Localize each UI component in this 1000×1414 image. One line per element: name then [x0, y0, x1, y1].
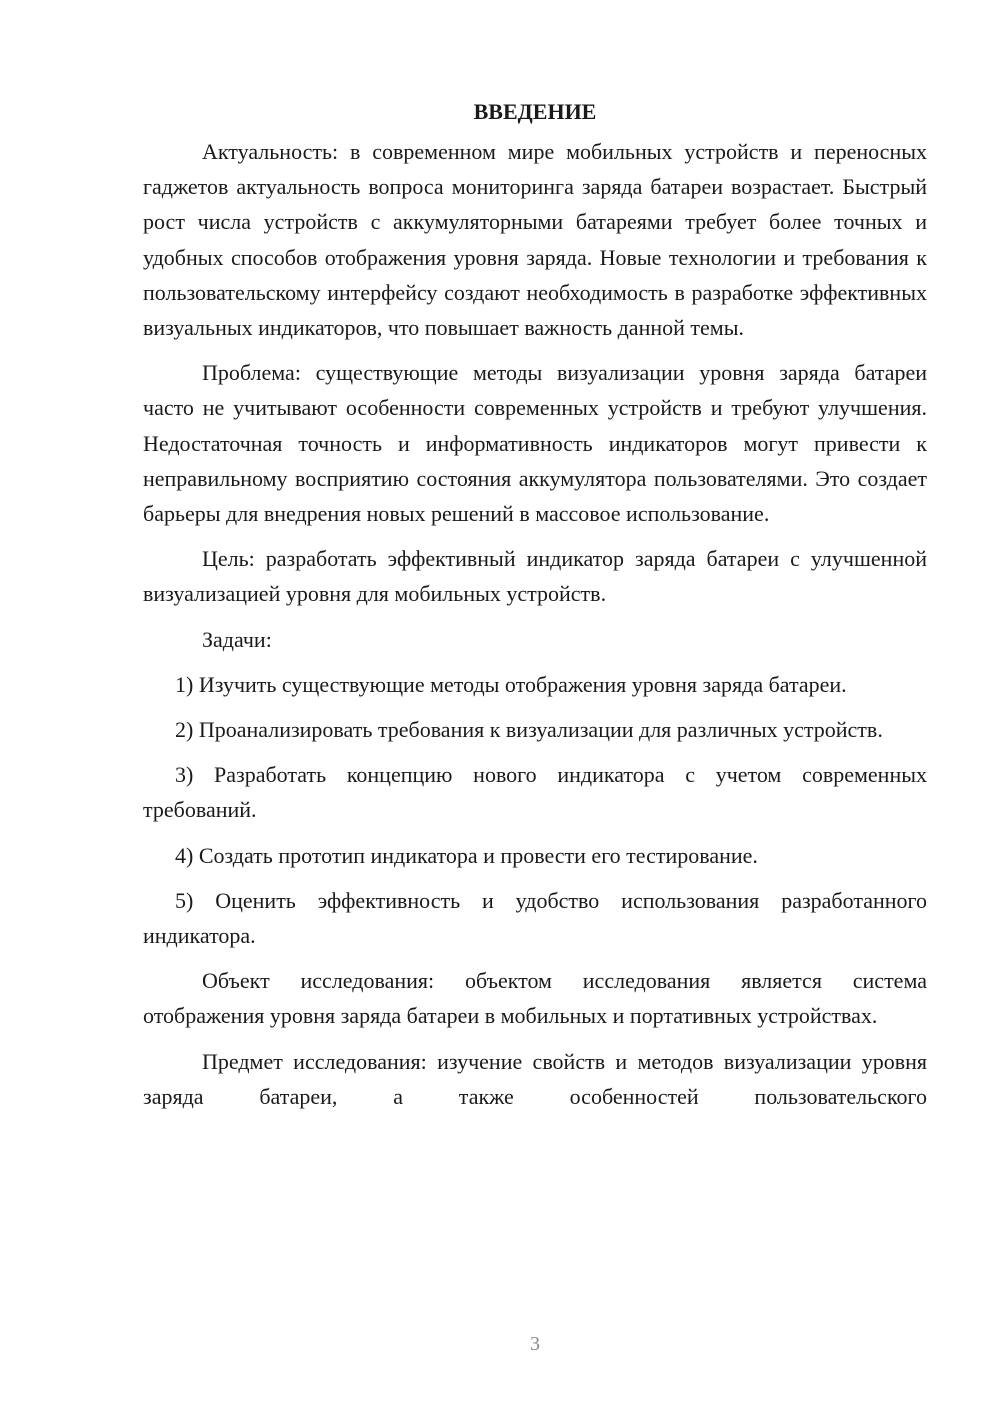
section-title: ВВЕДЕНИЕ [473, 99, 597, 124]
paragraph-subject: Предмет исследования: изучение свойств и методов визуализации уровня заряда батареи, а также особенностей пользовательского [143, 1048, 927, 1109]
paragraph-goal: Цель: разработать эффективный индикатор заряда батареи с улучшенной визуализацией уровня для мобильных устройств. [143, 546, 927, 607]
task-item-2: 2) Проанализировать требования к визуализации для различных устройств. [175, 717, 883, 743]
task-item-1: 1) Изучить существующие методы отображения уровня заряда батареи. [175, 671, 847, 697]
document-page [143, 94, 927, 1124]
paragraph-problem: Проблема: существующие методы визуализации уровня заряда батареи часто не учитывают особенности современных устройств и требуют улучшения. Недостаточная точность и информативность индикаторов могут привести к неправильному восприятию состояния аккумулятора пользователями. Это создает барьеры для внедрения новых решений в массовое использование. [143, 360, 927, 527]
page-number: 3 [530, 1333, 540, 1355]
paragraph-object: Объект исследования: объектом исследования является система отображения уровня заряда батареи в мобильных и портативных устройствах. [143, 968, 927, 1029]
task-item-5: 5) Оценить эффективность и удобство использования разработанного индикатора. [143, 887, 927, 949]
task-item-3: 3) Разработать концепцию нового индикатора с учетом современных требований. [143, 762, 927, 823]
task-item-4: 4) Создать прототип индикатора и провести его тестирование. [175, 842, 758, 868]
paragraph-tasks-heading: Задачи: [202, 626, 272, 652]
paragraph-relevance: Актуальность: в современном мире мобильных устройств и переносных гаджетов актуальность вопроса мониторинга заряда батареи возрастает. Быстрый рост числа устройств с аккумуляторными батареями требует более точных и удобных способов отображения уровня заряда. Новые технологии и требования к пользовательскому интерфейсу создают необходимость в разработке эффективных визуальных индикаторов, что повышает важность данной темы. [143, 139, 927, 341]
